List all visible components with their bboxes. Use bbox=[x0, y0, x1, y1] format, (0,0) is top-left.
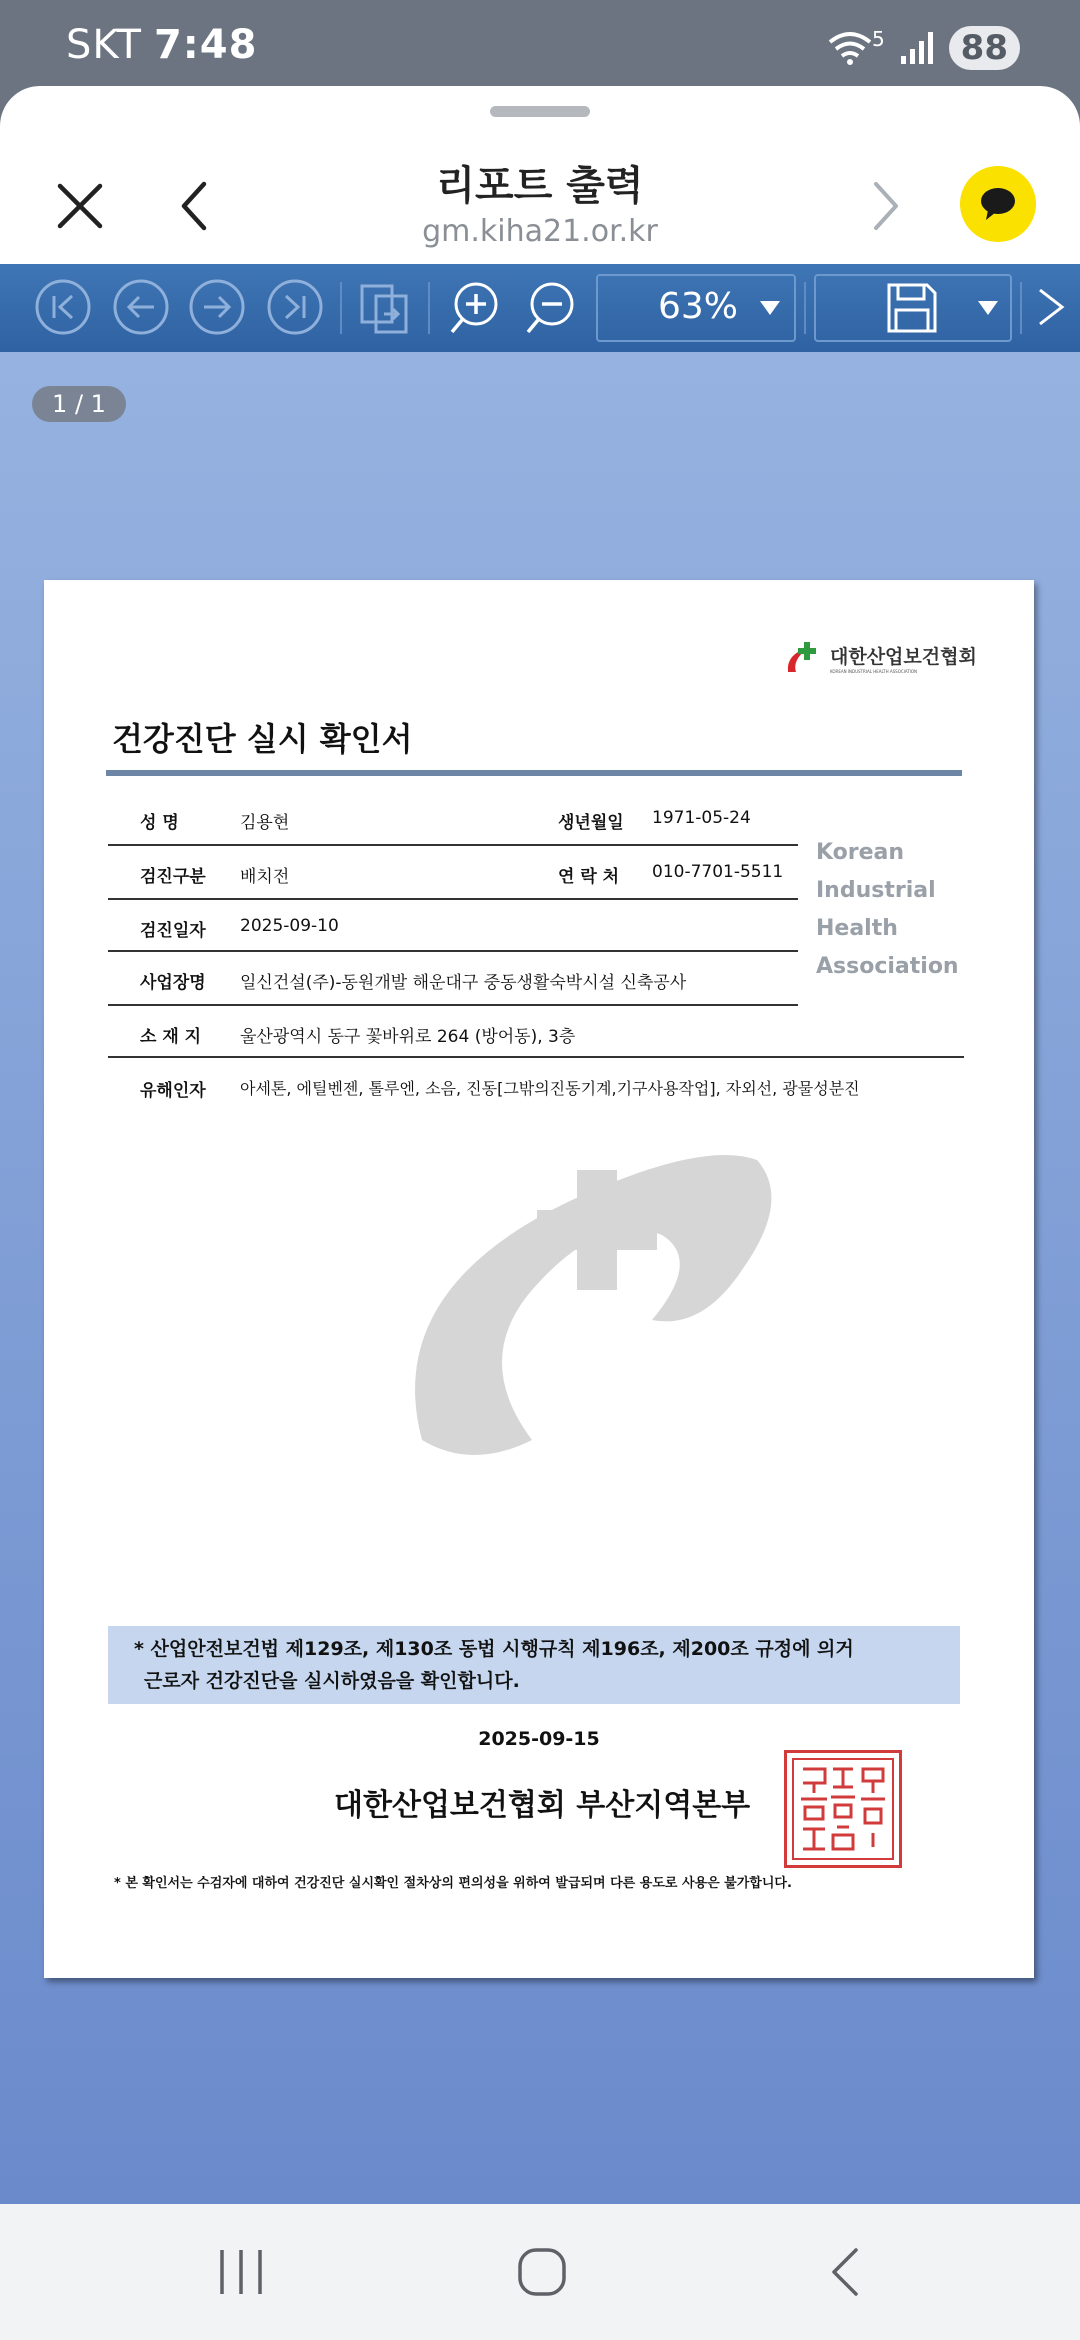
network-type: 5 bbox=[871, 27, 885, 51]
field-value-exam-type: 배치전 bbox=[240, 867, 290, 887]
report-viewer[interactable] bbox=[0, 352, 1080, 2204]
wifi-icon bbox=[828, 30, 872, 66]
side-text-industrial: Industrial bbox=[816, 878, 936, 903]
field-value-contact: 010-7701-5511 bbox=[652, 862, 784, 882]
signal-icon bbox=[899, 30, 935, 66]
chevron-left-icon bbox=[170, 176, 220, 236]
zoom-value: 63% bbox=[658, 286, 739, 327]
save-icon bbox=[886, 282, 938, 334]
clock: 7:48 bbox=[153, 22, 258, 68]
field-label-workplace: 사업장명 bbox=[140, 973, 206, 993]
field-value-name: 김용현 bbox=[240, 813, 290, 833]
issue-date: 2025-09-15 bbox=[478, 1728, 600, 1750]
notice-line-2: 근로자 건강진단을 실시하였음을 확인합니다. bbox=[144, 1670, 520, 1692]
side-text-health: Health bbox=[816, 916, 898, 941]
battery-indicator: 88 bbox=[949, 26, 1020, 70]
field-value-workplace: 일신건설(주)-동원개발 해운대구 중동생활숙박시설 신축공사 bbox=[240, 973, 687, 993]
side-text-korean: Korean bbox=[816, 840, 905, 865]
kakao-chat-button[interactable] bbox=[960, 166, 1036, 242]
home-icon[interactable] bbox=[516, 2246, 568, 2298]
zoom-in-icon[interactable] bbox=[448, 278, 506, 336]
back-button[interactable] bbox=[170, 176, 220, 236]
more-tools-chevron-icon[interactable] bbox=[1030, 278, 1080, 336]
close-icon bbox=[50, 176, 110, 236]
chevron-right-icon bbox=[860, 176, 910, 236]
side-text-association: Association bbox=[816, 954, 959, 979]
recent-apps-icon[interactable] bbox=[218, 2246, 264, 2298]
last-page-icon[interactable] bbox=[266, 278, 324, 336]
page-indicator: 1 / 1 bbox=[32, 386, 126, 422]
field-label-hazards: 유해인자 bbox=[140, 1081, 206, 1101]
title-divider bbox=[106, 770, 962, 776]
seal-stamp-icon bbox=[787, 1753, 899, 1865]
system-nav-bar bbox=[0, 2204, 1080, 2340]
footnote: * 본 확인서는 수검자에 대하여 건강진단 실시확인 절차상의 편의성을 위하여 발급되며 다른 용도로 사용은 불가합니다. bbox=[114, 1876, 792, 1891]
document-page bbox=[44, 580, 1034, 1978]
status-bar bbox=[0, 0, 1080, 90]
logo-text: 대한산업보건협회 bbox=[830, 646, 977, 668]
forward-button[interactable] bbox=[860, 176, 910, 236]
field-label-contact: 연 락 처 bbox=[558, 867, 620, 887]
field-label-exam-date: 검진일자 bbox=[140, 921, 206, 941]
official-seal bbox=[784, 1750, 902, 1868]
next-page-icon[interactable] bbox=[188, 278, 246, 336]
zoom-select[interactable] bbox=[596, 274, 796, 342]
association-logo bbox=[784, 638, 977, 678]
zoom-out-icon[interactable] bbox=[524, 278, 582, 336]
dropdown-arrow-icon bbox=[976, 298, 1000, 318]
field-label-name: 성 명 bbox=[140, 813, 179, 833]
save-select[interactable] bbox=[814, 274, 1012, 342]
first-page-icon[interactable] bbox=[34, 278, 92, 336]
system-back-icon[interactable] bbox=[826, 2246, 866, 2298]
prev-page-icon[interactable] bbox=[112, 278, 170, 336]
notice-line-1: * 산업안전보건법 제129조, 제130조 동법 시행규칙 제196조, 제200조 규정에 의거 bbox=[134, 1638, 854, 1660]
document-title: 건강진단 실시 확인서 bbox=[112, 720, 413, 758]
export-icon[interactable] bbox=[356, 278, 414, 336]
field-value-address: 울산광역시 동구 꽃바위로 264 (방어동), 3층 bbox=[240, 1027, 576, 1047]
field-value-hazards: 아세톤, 에틸벤젠, 톨루엔, 소음, 진동[그밖의진동기계,기구사용작업], 자외선, 광물성분진 bbox=[240, 1079, 860, 1098]
carrier-label: SKT bbox=[66, 22, 142, 68]
field-value-exam-date: 2025-09-10 bbox=[240, 916, 339, 936]
close-button[interactable] bbox=[50, 176, 110, 236]
field-label-exam-type: 검진구분 bbox=[140, 867, 206, 887]
page-url: gm.kiha21.or.kr bbox=[422, 214, 658, 249]
report-toolbar bbox=[0, 264, 1080, 354]
page-title: 리포트 출력 bbox=[436, 163, 644, 209]
legal-notice-box bbox=[108, 1626, 960, 1704]
sheet-drag-handle[interactable] bbox=[490, 106, 590, 117]
field-label-address: 소 재 지 bbox=[140, 1027, 202, 1047]
field-value-birthdate: 1971-05-24 bbox=[652, 808, 751, 828]
logo-subtext: KOREAN INDUSTRIAL HEALTH ASSOCIATION bbox=[830, 669, 918, 674]
browser-header bbox=[0, 86, 1080, 264]
association-logo-icon bbox=[784, 638, 824, 678]
field-label-birthdate: 생년월일 bbox=[558, 813, 624, 833]
watermark-logo-icon bbox=[402, 1140, 782, 1460]
dropdown-arrow-icon bbox=[758, 298, 782, 318]
issuing-organization: 대한산업보건협회 부산지역본부 bbox=[334, 1788, 751, 1823]
chat-bubble-icon bbox=[978, 186, 1018, 222]
